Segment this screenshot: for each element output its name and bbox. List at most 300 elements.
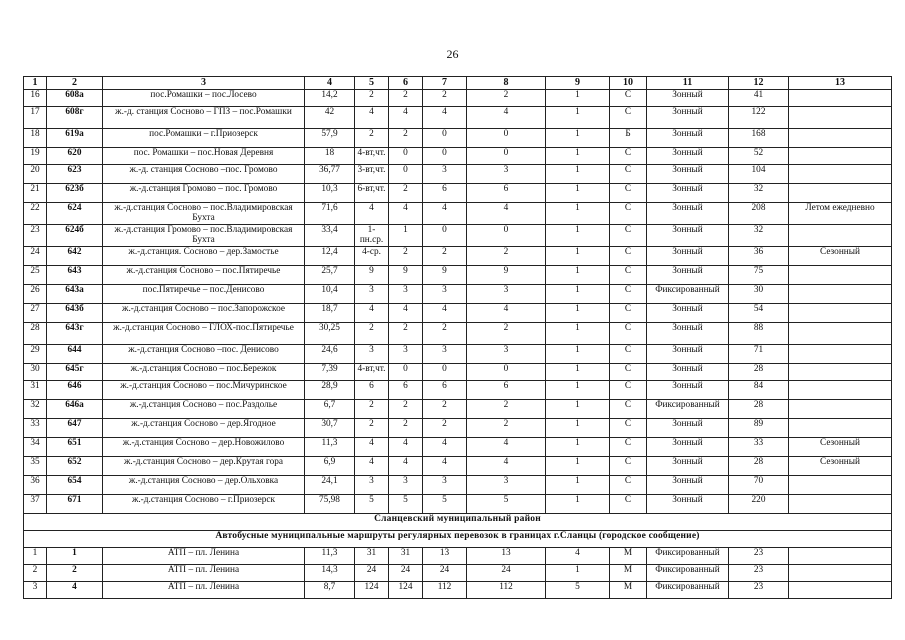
cell-trips-saturday: 3 (389, 345, 423, 364)
cell-note (789, 565, 892, 582)
cell-row-number: 3 (24, 582, 47, 599)
cell-vehicles-count: 1 (546, 345, 610, 364)
cell-vehicles-count: 1 (546, 565, 610, 582)
cell-trips-holiday: 6 (467, 381, 546, 400)
cell-trips-saturday: 3 (389, 476, 423, 495)
cell-row-number: 22 (24, 203, 47, 225)
cell-vehicle-class: М (610, 565, 647, 582)
cell-row-number: 25 (24, 266, 47, 285)
cell-note (789, 381, 892, 400)
cell-route-name: ж.-д.станция Громово – пос.Владимировская Бухта (103, 225, 305, 247)
cell-route-number: 624б (47, 225, 103, 247)
cell-trips-weekday: 2 (355, 323, 389, 345)
cell-route-number: 647 (47, 419, 103, 438)
cell-vehicles-count: 1 (546, 203, 610, 225)
cell-route-name: пос.Пятиречье – пос.Денисово (103, 285, 305, 304)
header-cell: 2 (47, 77, 103, 90)
cell-trips-sunday: 4 (423, 304, 467, 323)
cell-travel-time: 32 (729, 225, 789, 247)
cell-trips-holiday: 4 (467, 304, 546, 323)
cell-travel-time: 220 (729, 495, 789, 514)
cell-travel-time: 23 (729, 582, 789, 599)
cell-trips-saturday: 5 (389, 495, 423, 514)
cell-note (789, 225, 892, 247)
cell-vehicle-class: С (610, 381, 647, 400)
cell-route-length: 28,9 (305, 381, 355, 400)
cell-trips-saturday: 124 (389, 582, 423, 599)
cell-trips-saturday: 4 (389, 457, 423, 476)
table-row (24, 184, 892, 203)
cell-tariff-type: Зонный (647, 364, 729, 381)
cell-trips-holiday: 112 (467, 582, 546, 599)
cell-trips-sunday: 5 (423, 495, 467, 514)
cell-vehicle-class: С (610, 107, 647, 129)
cell-tariff-type: Зонный (647, 381, 729, 400)
cell-route-name: пос. Ромашки – пос.Новая Деревня (103, 148, 305, 165)
cell-route-name: ж.-д.станция Сосново – дер.Крутая гора (103, 457, 305, 476)
cell-trips-saturday: 2 (389, 247, 423, 266)
cell-trips-saturday: 6 (389, 381, 423, 400)
cell-note: Сезонный (789, 247, 892, 266)
cell-trips-holiday: 4 (467, 203, 546, 225)
header-cell: 5 (355, 77, 389, 90)
cell-trips-saturday: 0 (389, 364, 423, 381)
cell-row-number: 30 (24, 364, 47, 381)
cell-trips-saturday: 9 (389, 266, 423, 285)
cell-vehicle-class: С (610, 165, 647, 184)
cell-tariff-type: Зонный (647, 476, 729, 495)
header-cell: 7 (423, 77, 467, 90)
cell-trips-weekday: 4-вт,чт. (355, 148, 389, 165)
table-row (24, 90, 892, 107)
cell-route-name: АТП – пл. Ленина (103, 565, 305, 582)
cell-route-name: пос.Ромашки – г.Приозерск (103, 129, 305, 148)
cell-tariff-type: Зонный (647, 495, 729, 514)
cell-route-name: ж.-д.станция Сосново – дер.Новожилово (103, 438, 305, 457)
cell-row-number: 19 (24, 148, 47, 165)
cell-trips-holiday: 4 (467, 457, 546, 476)
cell-trips-holiday: 9 (467, 266, 546, 285)
cell-trips-holiday: 2 (467, 323, 546, 345)
cell-trips-saturday: 24 (389, 565, 423, 582)
cell-travel-time: 52 (729, 148, 789, 165)
cell-tariff-type: Зонный (647, 203, 729, 225)
section-headers (24, 514, 892, 548)
cell-vehicles-count: 1 (546, 323, 610, 345)
cell-note (789, 129, 892, 148)
cell-tariff-type: Зонный (647, 457, 729, 476)
cell-trips-weekday: 4 (355, 438, 389, 457)
cell-route-number: 608г (47, 107, 103, 129)
cell-row-number: 37 (24, 495, 47, 514)
table-row (24, 400, 892, 419)
cell-trips-sunday: 9 (423, 266, 467, 285)
table-row (24, 345, 892, 364)
cell-trips-weekday: 3 (355, 285, 389, 304)
cell-route-number: 643 (47, 266, 103, 285)
cell-route-length: 36,77 (305, 165, 355, 184)
cell-trips-sunday: 4 (423, 457, 467, 476)
cell-trips-weekday: 6 (355, 381, 389, 400)
cell-vehicles-count: 1 (546, 225, 610, 247)
cell-trips-saturday: 2 (389, 323, 423, 345)
cell-travel-time: 75 (729, 266, 789, 285)
cell-trips-weekday: 2 (355, 129, 389, 148)
cell-trips-saturday: 4 (389, 107, 423, 129)
cell-route-length: 10,3 (305, 184, 355, 203)
header-cell: 6 (389, 77, 423, 90)
cell-trips-sunday: 4 (423, 438, 467, 457)
cell-row-number: 18 (24, 129, 47, 148)
cell-row-number: 33 (24, 419, 47, 438)
cell-vehicle-class: С (610, 225, 647, 247)
cell-travel-time: 88 (729, 323, 789, 345)
cell-route-number: 608а (47, 90, 103, 107)
cell-tariff-type: Фиксированный (647, 285, 729, 304)
table-row (24, 247, 892, 266)
cell-route-number: 654 (47, 476, 103, 495)
cell-vehicles-count: 1 (546, 438, 610, 457)
section-row-district (24, 514, 892, 531)
routes-table (23, 76, 892, 599)
cell-tariff-type: Зонный (647, 90, 729, 107)
cell-vehicle-class: С (610, 184, 647, 203)
cell-travel-time: 23 (729, 548, 789, 565)
cell-note: Летом ежедневно (789, 203, 892, 225)
cell-note (789, 148, 892, 165)
cell-route-length: 71,6 (305, 203, 355, 225)
cell-trips-weekday: 2 (355, 90, 389, 107)
cell-tariff-type: Зонный (647, 165, 729, 184)
cell-travel-time: 32 (729, 184, 789, 203)
table-body-priozersk (24, 90, 892, 514)
cell-trips-holiday: 4 (467, 107, 546, 129)
header-cell: 1 (24, 77, 47, 90)
cell-route-number: 642 (47, 247, 103, 266)
cell-trips-sunday: 4 (423, 203, 467, 225)
cell-route-name: ж.-д.станция Сосново – дер.Ягодное (103, 419, 305, 438)
cell-route-name: ж.-д.станция Сосново – пос.Запорожское (103, 304, 305, 323)
cell-note (789, 548, 892, 565)
cell-vehicles-count: 4 (546, 548, 610, 565)
cell-trips-sunday: 13 (423, 548, 467, 565)
cell-travel-time: 33 (729, 438, 789, 457)
cell-vehicles-count: 1 (546, 381, 610, 400)
cell-trips-sunday: 0 (423, 148, 467, 165)
routes-title: Автобусные муниципальные маршруты регулярных перевозок в границах г.Сланцы (городское сообщение) (24, 531, 892, 548)
header-cell: 12 (729, 77, 789, 90)
cell-route-number: 644 (47, 345, 103, 364)
cell-route-name: ж.-д.станция Громово – пос. Громово (103, 184, 305, 203)
cell-route-number: 646 (47, 381, 103, 400)
cell-route-number: 624 (47, 203, 103, 225)
cell-trips-weekday: 31 (355, 548, 389, 565)
cell-vehicles-count: 5 (546, 582, 610, 599)
cell-trips-holiday: 2 (467, 247, 546, 266)
cell-vehicle-class: С (610, 304, 647, 323)
table-row (24, 323, 892, 345)
cell-tariff-type: Зонный (647, 304, 729, 323)
cell-route-name: ж.-д. станция Сосново – ГПЗ – пос.Ромашки (103, 107, 305, 129)
cell-route-length: 10,4 (305, 285, 355, 304)
cell-trips-saturday: 4 (389, 304, 423, 323)
cell-tariff-type: Зонный (647, 323, 729, 345)
table-row (24, 107, 892, 129)
cell-trips-saturday: 2 (389, 184, 423, 203)
cell-travel-time: 41 (729, 90, 789, 107)
cell-tariff-type: Зонный (647, 438, 729, 457)
cell-note (789, 364, 892, 381)
cell-trips-holiday: 0 (467, 364, 546, 381)
cell-trips-saturday: 0 (389, 165, 423, 184)
cell-trips-sunday: 0 (423, 364, 467, 381)
cell-trips-holiday: 3 (467, 165, 546, 184)
header-row (24, 77, 892, 90)
cell-trips-weekday: 6-вт,чт. (355, 184, 389, 203)
cell-route-length: 14,2 (305, 90, 355, 107)
cell-trips-holiday: 2 (467, 419, 546, 438)
cell-vehicle-class: М (610, 548, 647, 565)
cell-vehicle-class: С (610, 323, 647, 345)
table-row (24, 285, 892, 304)
cell-note (789, 285, 892, 304)
table-header (24, 77, 892, 90)
cell-route-length: 11,3 (305, 548, 355, 565)
cell-route-name: ж.-д.станция. Сосново – дер.Замостье (103, 247, 305, 266)
cell-vehicles-count: 1 (546, 107, 610, 129)
cell-note (789, 304, 892, 323)
cell-route-number: 643а (47, 285, 103, 304)
cell-trips-sunday: 3 (423, 165, 467, 184)
cell-trips-saturday: 2 (389, 400, 423, 419)
table-row (24, 381, 892, 400)
cell-vehicles-count: 1 (546, 247, 610, 266)
cell-trips-saturday: 4 (389, 203, 423, 225)
cell-row-number: 20 (24, 165, 47, 184)
cell-trips-sunday: 2 (423, 323, 467, 345)
section-row-routes (24, 531, 892, 548)
cell-route-length: 30,25 (305, 323, 355, 345)
cell-vehicle-class: С (610, 148, 647, 165)
cell-vehicle-class: С (610, 203, 647, 225)
page-number: 26 (446, 47, 459, 61)
table-row (24, 266, 892, 285)
cell-trips-sunday: 2 (423, 247, 467, 266)
table-body-slantsy (24, 548, 892, 599)
cell-trips-weekday: 124 (355, 582, 389, 599)
cell-route-length: 18 (305, 148, 355, 165)
cell-note (789, 476, 892, 495)
cell-trips-weekday: 2 (355, 419, 389, 438)
cell-vehicle-class: С (610, 438, 647, 457)
cell-trips-sunday: 3 (423, 285, 467, 304)
cell-trips-sunday: 0 (423, 225, 467, 247)
cell-vehicle-class: С (610, 364, 647, 381)
header-cell: 13 (789, 77, 892, 90)
cell-vehicle-class: С (610, 457, 647, 476)
cell-trips-weekday: 3 (355, 476, 389, 495)
cell-row-number: 26 (24, 285, 47, 304)
cell-vehicles-count: 1 (546, 419, 610, 438)
cell-route-name: ж.-д.станция Сосново – пос.Бережок (103, 364, 305, 381)
cell-row-number: 17 (24, 107, 47, 129)
table-row (24, 203, 892, 225)
cell-trips-weekday: 1-пн.ср. (355, 225, 389, 247)
cell-route-length: 14,3 (305, 565, 355, 582)
cell-route-number: 623б (47, 184, 103, 203)
cell-tariff-type: Зонный (647, 419, 729, 438)
table-row (24, 304, 892, 323)
table-row (24, 364, 892, 381)
cell-trips-weekday: 4-вт,чт. (355, 364, 389, 381)
cell-travel-time: 28 (729, 457, 789, 476)
header-cell: 10 (610, 77, 647, 90)
cell-route-number: 643б (47, 304, 103, 323)
cell-row-number: 27 (24, 304, 47, 323)
cell-route-length: 42 (305, 107, 355, 129)
cell-note: Сезонный (789, 438, 892, 457)
cell-trips-holiday: 3 (467, 476, 546, 495)
cell-tariff-type: Фиксированный (647, 400, 729, 419)
cell-tariff-type: Зонный (647, 129, 729, 148)
cell-trips-sunday: 24 (423, 565, 467, 582)
cell-vehicles-count: 1 (546, 285, 610, 304)
cell-travel-time: 89 (729, 419, 789, 438)
cell-route-number: 4 (47, 582, 103, 599)
table-row (24, 582, 892, 599)
cell-travel-time: 70 (729, 476, 789, 495)
cell-trips-sunday: 6 (423, 381, 467, 400)
cell-row-number: 35 (24, 457, 47, 476)
cell-route-length: 24,6 (305, 345, 355, 364)
cell-route-length: 33,4 (305, 225, 355, 247)
cell-vehicle-class: С (610, 266, 647, 285)
cell-vehicles-count: 1 (546, 495, 610, 514)
cell-tariff-type: Зонный (647, 225, 729, 247)
cell-trips-holiday: 5 (467, 495, 546, 514)
header-cell: 4 (305, 77, 355, 90)
cell-tariff-type: Зонный (647, 247, 729, 266)
cell-trips-weekday: 9 (355, 266, 389, 285)
cell-route-length: 18,7 (305, 304, 355, 323)
cell-trips-sunday: 2 (423, 90, 467, 107)
header-cell: 8 (467, 77, 546, 90)
cell-route-name: ж.-д. станция Сосново –пос. Громово (103, 165, 305, 184)
cell-vehicle-class: С (610, 345, 647, 364)
cell-tariff-type: Зонный (647, 345, 729, 364)
cell-route-length: 24,1 (305, 476, 355, 495)
cell-row-number: 31 (24, 381, 47, 400)
cell-note (789, 266, 892, 285)
cell-tariff-type: Фиксированный (647, 548, 729, 565)
cell-route-length: 12,4 (305, 247, 355, 266)
cell-trips-weekday: 4 (355, 304, 389, 323)
cell-route-number: 2 (47, 565, 103, 582)
cell-route-length: 6,7 (305, 400, 355, 419)
cell-row-number: 21 (24, 184, 47, 203)
cell-note (789, 184, 892, 203)
cell-travel-time: 28 (729, 364, 789, 381)
cell-vehicle-class: С (610, 476, 647, 495)
header-cell: 3 (103, 77, 305, 90)
cell-row-number: 2 (24, 565, 47, 582)
cell-route-number: 645г (47, 364, 103, 381)
cell-vehicle-class: С (610, 285, 647, 304)
cell-route-number: 652 (47, 457, 103, 476)
cell-travel-time: 23 (729, 565, 789, 582)
cell-note (789, 165, 892, 184)
table-row (24, 148, 892, 165)
table-row (24, 565, 892, 582)
cell-trips-saturday: 2 (389, 90, 423, 107)
cell-row-number: 28 (24, 323, 47, 345)
table-row (24, 495, 892, 514)
cell-note (789, 495, 892, 514)
cell-trips-weekday: 2 (355, 400, 389, 419)
cell-trips-holiday: 13 (467, 548, 546, 565)
cell-trips-sunday: 4 (423, 107, 467, 129)
cell-travel-time: 71 (729, 345, 789, 364)
cell-note: Сезонный (789, 457, 892, 476)
cell-vehicle-class: М (610, 582, 647, 599)
cell-route-name: ж.-д.станция Сосново –пос. Денисово (103, 345, 305, 364)
cell-trips-holiday: 0 (467, 129, 546, 148)
cell-tariff-type: Зонный (647, 148, 729, 165)
cell-trips-weekday: 24 (355, 565, 389, 582)
cell-vehicles-count: 1 (546, 165, 610, 184)
cell-travel-time: 28 (729, 400, 789, 419)
cell-note (789, 107, 892, 129)
cell-route-length: 30,7 (305, 419, 355, 438)
cell-trips-saturday: 31 (389, 548, 423, 565)
cell-travel-time: 122 (729, 107, 789, 129)
header-cell: 11 (647, 77, 729, 90)
cell-route-number: 620 (47, 148, 103, 165)
cell-trips-holiday: 4 (467, 438, 546, 457)
cell-route-name: ж.-д.станция Сосново – дер.Ольховка (103, 476, 305, 495)
table-row (24, 165, 892, 184)
cell-route-length: 25,7 (305, 266, 355, 285)
cell-row-number: 29 (24, 345, 47, 364)
cell-travel-time: 54 (729, 304, 789, 323)
cell-trips-sunday: 6 (423, 184, 467, 203)
table-row (24, 419, 892, 438)
cell-trips-holiday: 2 (467, 400, 546, 419)
cell-note (789, 345, 892, 364)
cell-trips-weekday: 5 (355, 495, 389, 514)
cell-trips-sunday: 3 (423, 345, 467, 364)
cell-row-number: 1 (24, 548, 47, 565)
cell-vehicles-count: 1 (546, 148, 610, 165)
table-row (24, 548, 892, 565)
cell-vehicle-class: С (610, 90, 647, 107)
table-row (24, 476, 892, 495)
cell-trips-sunday: 112 (423, 582, 467, 599)
cell-vehicles-count: 1 (546, 457, 610, 476)
cell-travel-time: 30 (729, 285, 789, 304)
cell-route-name: пос.Ромашки – пос.Лосево (103, 90, 305, 107)
cell-vehicles-count: 1 (546, 90, 610, 107)
cell-vehicle-class: С (610, 419, 647, 438)
cell-trips-weekday: 4-ср. (355, 247, 389, 266)
cell-vehicles-count: 1 (546, 266, 610, 285)
cell-tariff-type: Зонный (647, 266, 729, 285)
cell-trips-holiday: 6 (467, 184, 546, 203)
cell-route-name: ж.-д.станция Сосново – пос.Пятиречье (103, 266, 305, 285)
cell-trips-holiday: 2 (467, 90, 546, 107)
cell-route-name: ж.-д.станция Сосново – ГЛОХ-пос.Пятиречье (103, 323, 305, 345)
table-row (24, 457, 892, 476)
